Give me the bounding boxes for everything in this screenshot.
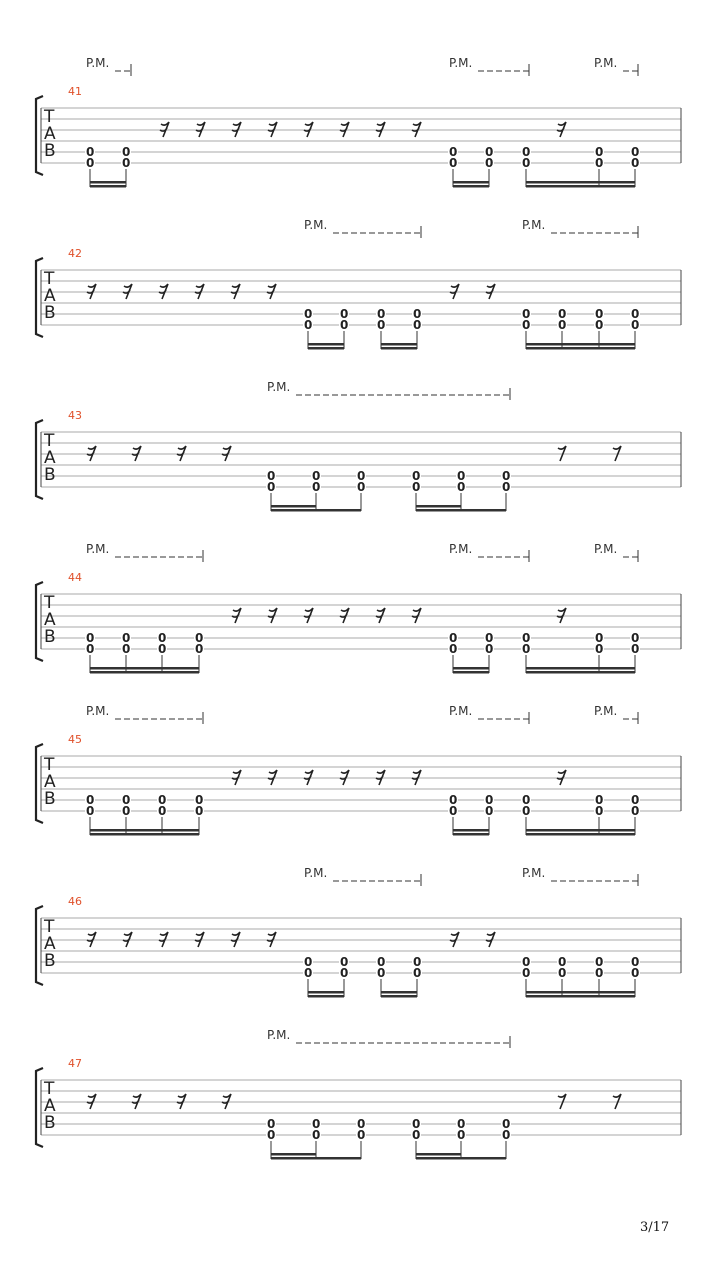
beam-secondary bbox=[526, 991, 635, 994]
fret-number: 0 bbox=[457, 480, 466, 494]
fret-number: 0 bbox=[522, 631, 531, 645]
fret-number: 0 bbox=[522, 307, 531, 321]
measure-number: 46 bbox=[68, 895, 82, 908]
measure-number: 47 bbox=[68, 1057, 82, 1070]
fret-number: 0 bbox=[158, 631, 167, 645]
fret-number: 0 bbox=[595, 804, 604, 818]
fret-number: 0 bbox=[340, 307, 349, 321]
tab-clef-letter: T bbox=[44, 755, 55, 775]
fret-number: 0 bbox=[485, 145, 494, 159]
sixteenth-rest: 𝄿 bbox=[411, 606, 417, 626]
fret-number: 0 bbox=[485, 156, 494, 170]
tab-clef-letter: B bbox=[44, 303, 56, 323]
fret-number: 0 bbox=[595, 631, 604, 645]
tab-clef-letter: B bbox=[44, 465, 56, 485]
sixteenth-rest: 𝄿 bbox=[86, 930, 92, 950]
beam-secondary bbox=[90, 829, 199, 832]
palm-mute-label: P.M. bbox=[267, 380, 291, 394]
sixteenth-rest: 𝄿 bbox=[303, 120, 309, 140]
beam bbox=[526, 995, 635, 998]
fret-number: 0 bbox=[195, 793, 204, 807]
beam bbox=[416, 1157, 506, 1160]
fret-number: 0 bbox=[502, 1128, 511, 1142]
sixteenth-rest: 𝄿 bbox=[86, 444, 92, 464]
tab-clef-letter: T bbox=[44, 1079, 55, 1099]
fret-number: 0 bbox=[86, 145, 95, 159]
fret-number: 0 bbox=[449, 631, 458, 645]
fret-number: 0 bbox=[377, 955, 386, 969]
sixteenth-rest: 𝄿 bbox=[339, 768, 345, 788]
palm-mute-label: P.M. bbox=[86, 704, 110, 718]
fret-number: 0 bbox=[357, 480, 366, 494]
fret-number: 0 bbox=[312, 1117, 321, 1131]
fret-number: 0 bbox=[449, 642, 458, 656]
fret-number: 0 bbox=[631, 793, 640, 807]
sixteenth-rest: 𝄿 bbox=[375, 120, 381, 140]
fret-number: 0 bbox=[312, 469, 321, 483]
fret-number: 0 bbox=[412, 469, 421, 483]
fret-number: 0 bbox=[522, 966, 531, 980]
beam-secondary bbox=[416, 1153, 461, 1156]
fret-number: 0 bbox=[195, 804, 204, 818]
sixteenth-rest: 𝄿 bbox=[176, 1092, 182, 1112]
beam-secondary bbox=[453, 829, 489, 832]
fret-number: 0 bbox=[158, 793, 167, 807]
page-number-text: 3/17 bbox=[640, 1220, 670, 1235]
fret-number: 0 bbox=[485, 793, 494, 807]
tab-clef-letter: B bbox=[44, 1113, 56, 1133]
beam bbox=[271, 509, 361, 512]
tab-clef-letter: A bbox=[44, 124, 56, 144]
fret-number: 0 bbox=[377, 966, 386, 980]
tab-clef-letter: B bbox=[44, 951, 56, 971]
beam-secondary bbox=[381, 991, 417, 994]
fret-number: 0 bbox=[267, 1117, 276, 1131]
eighth-rest: 𝄾 bbox=[556, 1092, 561, 1112]
tab-clef-letter: B bbox=[44, 789, 56, 809]
measure-number: 44 bbox=[68, 571, 82, 584]
beam-secondary bbox=[308, 991, 344, 994]
measure-number: 41 bbox=[68, 85, 82, 98]
sixteenth-rest: 𝄿 bbox=[303, 768, 309, 788]
sixteenth-rest: 𝄿 bbox=[221, 1092, 227, 1112]
tab-clef-letter: T bbox=[44, 107, 55, 127]
eighth-rest: 𝄾 bbox=[611, 1092, 616, 1112]
beam-secondary bbox=[416, 505, 461, 508]
beam-secondary bbox=[526, 667, 635, 670]
sixteenth-rest: 𝄿 bbox=[230, 930, 236, 950]
fret-number: 0 bbox=[631, 156, 640, 170]
sixteenth-rest: 𝄿 bbox=[556, 120, 562, 140]
beam-secondary bbox=[308, 343, 344, 346]
fret-number: 0 bbox=[485, 631, 494, 645]
beam bbox=[308, 347, 344, 350]
sixteenth-rest: 𝄿 bbox=[411, 768, 417, 788]
fret-number: 0 bbox=[631, 318, 640, 332]
fret-number: 0 bbox=[522, 642, 531, 656]
fret-number: 0 bbox=[522, 955, 531, 969]
fret-number: 0 bbox=[522, 793, 531, 807]
fret-number: 0 bbox=[412, 480, 421, 494]
fret-number: 0 bbox=[595, 156, 604, 170]
fret-number: 0 bbox=[158, 642, 167, 656]
fret-number: 0 bbox=[502, 469, 511, 483]
fret-number: 0 bbox=[485, 642, 494, 656]
beam bbox=[90, 671, 199, 674]
fret-number: 0 bbox=[122, 156, 131, 170]
sixteenth-rest: 𝄿 bbox=[131, 444, 137, 464]
palm-mute-label: P.M. bbox=[594, 56, 618, 70]
sixteenth-rest: 𝄿 bbox=[221, 444, 227, 464]
palm-mute-label: P.M. bbox=[267, 1028, 291, 1042]
sixteenth-rest: 𝄿 bbox=[375, 768, 381, 788]
fret-number: 0 bbox=[595, 793, 604, 807]
fret-number: 0 bbox=[522, 318, 531, 332]
fret-number: 0 bbox=[86, 804, 95, 818]
fret-number: 0 bbox=[631, 307, 640, 321]
palm-mute-label: P.M. bbox=[449, 56, 473, 70]
sixteenth-rest: 𝄿 bbox=[485, 930, 491, 950]
fret-number: 0 bbox=[267, 480, 276, 494]
fret-number: 0 bbox=[122, 145, 131, 159]
tab-clef-letter: A bbox=[44, 448, 56, 468]
fret-number: 0 bbox=[631, 631, 640, 645]
beam bbox=[271, 1157, 361, 1160]
fret-number: 0 bbox=[340, 966, 349, 980]
fret-number: 0 bbox=[340, 955, 349, 969]
fret-number: 0 bbox=[413, 318, 422, 332]
fret-number: 0 bbox=[595, 955, 604, 969]
beam bbox=[526, 833, 635, 836]
sixteenth-rest: 𝄿 bbox=[339, 120, 345, 140]
fret-number: 0 bbox=[449, 804, 458, 818]
system-43 bbox=[36, 380, 681, 512]
beam-secondary bbox=[453, 667, 489, 670]
tab-clef-letter: B bbox=[44, 627, 56, 647]
palm-mute-label: P.M. bbox=[594, 542, 618, 556]
tab-clef-letter: T bbox=[44, 917, 55, 937]
fret-number: 0 bbox=[312, 480, 321, 494]
sixteenth-rest: 𝄿 bbox=[231, 120, 237, 140]
fret-number: 0 bbox=[195, 631, 204, 645]
tab-clef-letter: B bbox=[44, 141, 56, 161]
fret-number: 0 bbox=[412, 1128, 421, 1142]
system-47 bbox=[36, 1028, 681, 1160]
beam bbox=[453, 833, 489, 836]
fret-number: 0 bbox=[522, 804, 531, 818]
beam bbox=[453, 185, 489, 188]
fret-number: 0 bbox=[86, 642, 95, 656]
palm-mute-label: P.M. bbox=[522, 218, 546, 232]
sixteenth-rest: 𝄿 bbox=[158, 282, 164, 302]
beam bbox=[416, 509, 506, 512]
tab-clef-letter: A bbox=[44, 934, 56, 954]
fret-number: 0 bbox=[413, 307, 422, 321]
sixteenth-rest: 𝄿 bbox=[267, 768, 273, 788]
fret-number: 0 bbox=[267, 469, 276, 483]
sixteenth-rest: 𝄿 bbox=[556, 606, 562, 626]
sixteenth-rest: 𝄿 bbox=[485, 282, 491, 302]
fret-number: 0 bbox=[267, 1128, 276, 1142]
sixteenth-rest: 𝄿 bbox=[194, 282, 200, 302]
sixteenth-rest: 𝄿 bbox=[122, 930, 128, 950]
beam-secondary bbox=[526, 829, 635, 832]
palm-mute-label: P.M. bbox=[304, 218, 328, 232]
system-44 bbox=[36, 542, 681, 674]
sixteenth-rest: 𝄿 bbox=[266, 282, 272, 302]
sixteenth-rest: 𝄿 bbox=[131, 1092, 137, 1112]
sixteenth-rest: 𝄿 bbox=[195, 120, 201, 140]
beam bbox=[381, 347, 417, 350]
sixteenth-rest: 𝄿 bbox=[159, 120, 165, 140]
fret-number: 0 bbox=[631, 955, 640, 969]
beam bbox=[526, 185, 635, 188]
fret-number: 0 bbox=[304, 966, 313, 980]
sixteenth-rest: 𝄿 bbox=[449, 930, 455, 950]
fret-number: 0 bbox=[558, 955, 567, 969]
system-46 bbox=[36, 866, 681, 998]
palm-mute-label: P.M. bbox=[594, 704, 618, 718]
sixteenth-rest: 𝄿 bbox=[194, 930, 200, 950]
fret-number: 0 bbox=[457, 1128, 466, 1142]
fret-number: 0 bbox=[377, 307, 386, 321]
sixteenth-rest: 𝄿 bbox=[267, 606, 273, 626]
palm-mute-label: P.M. bbox=[522, 866, 546, 880]
palm-mute-label: P.M. bbox=[304, 866, 328, 880]
fret-number: 0 bbox=[457, 1117, 466, 1131]
fret-number: 0 bbox=[413, 955, 422, 969]
fret-number: 0 bbox=[122, 793, 131, 807]
fret-number: 0 bbox=[304, 307, 313, 321]
fret-number: 0 bbox=[413, 966, 422, 980]
beam-secondary bbox=[526, 181, 635, 184]
beam-secondary bbox=[271, 505, 316, 508]
tab-clef-letter: T bbox=[44, 593, 55, 613]
sixteenth-rest: 𝄿 bbox=[449, 282, 455, 302]
sixteenth-rest: 𝄿 bbox=[411, 120, 417, 140]
fret-number: 0 bbox=[377, 318, 386, 332]
fret-number: 0 bbox=[86, 793, 95, 807]
sixteenth-rest: 𝄿 bbox=[556, 768, 562, 788]
measure-number: 42 bbox=[68, 247, 82, 260]
tab-clef-letter: A bbox=[44, 610, 56, 630]
beam-secondary bbox=[90, 181, 126, 184]
beam bbox=[90, 185, 126, 188]
palm-mute-label: P.M. bbox=[86, 56, 110, 70]
fret-number: 0 bbox=[631, 642, 640, 656]
sixteenth-rest: 𝄿 bbox=[230, 282, 236, 302]
tab-clef-letter: A bbox=[44, 1096, 56, 1116]
fret-number: 0 bbox=[595, 642, 604, 656]
beam bbox=[308, 995, 344, 998]
page-number bbox=[640, 1220, 690, 1235]
fret-number: 0 bbox=[312, 1128, 321, 1142]
fret-number: 0 bbox=[158, 804, 167, 818]
fret-number: 0 bbox=[304, 955, 313, 969]
palm-mute-label: P.M. bbox=[86, 542, 110, 556]
fret-number: 0 bbox=[340, 318, 349, 332]
measure-number: 45 bbox=[68, 733, 82, 746]
tab-clef-letter: T bbox=[44, 269, 55, 289]
fret-number: 0 bbox=[631, 145, 640, 159]
system-41 bbox=[36, 56, 681, 188]
beam bbox=[90, 833, 199, 836]
sixteenth-rest: 𝄿 bbox=[86, 1092, 92, 1112]
fret-number: 0 bbox=[357, 1117, 366, 1131]
beam-secondary bbox=[90, 667, 199, 670]
eighth-rest: 𝄾 bbox=[556, 444, 561, 464]
sixteenth-rest: 𝄿 bbox=[375, 606, 381, 626]
fret-number: 0 bbox=[502, 1117, 511, 1131]
tab-clef-letter: A bbox=[44, 772, 56, 792]
fret-number: 0 bbox=[449, 793, 458, 807]
fret-number: 0 bbox=[304, 318, 313, 332]
sixteenth-rest: 𝄿 bbox=[231, 606, 237, 626]
sixteenth-rest: 𝄿 bbox=[158, 930, 164, 950]
fret-number: 0 bbox=[86, 631, 95, 645]
fret-number: 0 bbox=[595, 307, 604, 321]
fret-number: 0 bbox=[195, 642, 204, 656]
palm-mute-label: P.M. bbox=[449, 704, 473, 718]
sixteenth-rest: 𝄿 bbox=[303, 606, 309, 626]
system-45 bbox=[36, 704, 681, 836]
beam-secondary bbox=[453, 181, 489, 184]
beam bbox=[453, 671, 489, 674]
beam bbox=[381, 995, 417, 998]
fret-number: 0 bbox=[558, 307, 567, 321]
fret-number: 0 bbox=[122, 642, 131, 656]
palm-mute-label: P.M. bbox=[449, 542, 473, 556]
measure-number: 43 bbox=[68, 409, 82, 422]
sixteenth-rest: 𝄿 bbox=[122, 282, 128, 302]
sixteenth-rest: 𝄿 bbox=[231, 768, 237, 788]
sixteenth-rest: 𝄿 bbox=[267, 120, 273, 140]
fret-number: 0 bbox=[86, 156, 95, 170]
fret-number: 0 bbox=[522, 145, 531, 159]
fret-number: 0 bbox=[595, 966, 604, 980]
fret-number: 0 bbox=[522, 156, 531, 170]
fret-number: 0 bbox=[558, 966, 567, 980]
fret-number: 0 bbox=[485, 804, 494, 818]
sixteenth-rest: 𝄿 bbox=[86, 282, 92, 302]
fret-number: 0 bbox=[631, 804, 640, 818]
fret-number: 0 bbox=[357, 1128, 366, 1142]
eighth-rest: 𝄾 bbox=[611, 444, 616, 464]
fret-number: 0 bbox=[412, 1117, 421, 1131]
fret-number: 0 bbox=[449, 156, 458, 170]
beam bbox=[526, 347, 635, 350]
fret-number: 0 bbox=[449, 145, 458, 159]
fret-number: 0 bbox=[595, 318, 604, 332]
beam-secondary bbox=[271, 1153, 316, 1156]
beam bbox=[526, 671, 635, 674]
tab-clef-letter: A bbox=[44, 286, 56, 306]
fret-number: 0 bbox=[357, 469, 366, 483]
system-42 bbox=[36, 218, 681, 350]
tab-clef-letter: T bbox=[44, 431, 55, 451]
fret-number: 0 bbox=[122, 804, 131, 818]
fret-number: 0 bbox=[595, 145, 604, 159]
fret-number: 0 bbox=[631, 966, 640, 980]
sixteenth-rest: 𝄿 bbox=[339, 606, 345, 626]
fret-number: 0 bbox=[457, 469, 466, 483]
fret-number: 0 bbox=[122, 631, 131, 645]
fret-number: 0 bbox=[558, 318, 567, 332]
fret-number: 0 bbox=[502, 480, 511, 494]
beam-secondary bbox=[526, 343, 635, 346]
beam-secondary bbox=[381, 343, 417, 346]
sixteenth-rest: 𝄿 bbox=[266, 930, 272, 950]
sixteenth-rest: 𝄿 bbox=[176, 444, 182, 464]
